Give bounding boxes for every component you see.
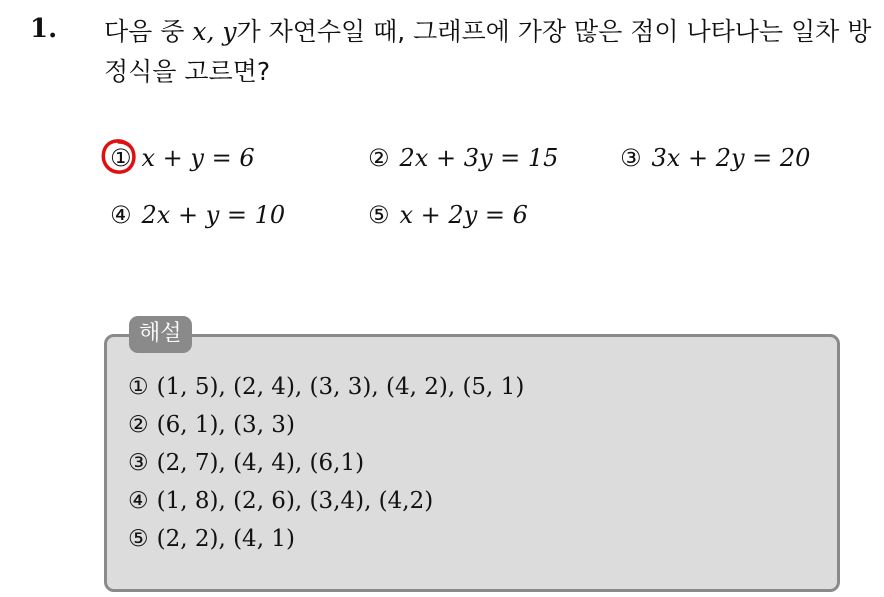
solution-points: (2, 2), (4, 1): [156, 526, 295, 552]
choice-3[interactable]: [620, 144, 810, 172]
solution-line-4: [128, 488, 433, 514]
choice-number: ⑤: [368, 201, 390, 229]
solution-line-2: [128, 412, 295, 438]
solution-number: ④: [128, 488, 149, 514]
choice-number: ④: [110, 201, 132, 229]
question-variables: x, y: [192, 17, 237, 46]
solution-points: (1, 5), (2, 4), (3, 3), (4, 2), (5, 1): [156, 374, 525, 400]
solution-line-5: [128, 526, 295, 552]
question-text: [104, 12, 874, 92]
choice-equation: x + 2y = 6: [399, 201, 528, 229]
choice-2[interactable]: [368, 144, 558, 172]
solution-number: ②: [128, 412, 149, 438]
solution-line-3: [128, 450, 364, 476]
choice-1[interactable]: [110, 144, 255, 172]
choice-equation: 3x + 2y = 20: [651, 144, 811, 172]
solution-number: ①: [128, 374, 149, 400]
question-suffix: 가 자연수일 때, 그래프에 가장 많은 점이 나타나는 일차 방정식을 고르면?: [104, 17, 872, 86]
choice-equation: 2x + 3y = 15: [399, 144, 559, 172]
question-prefix: 다음 중: [104, 17, 193, 46]
solution-number: ⑤: [128, 526, 149, 552]
question-number: 1.: [30, 14, 58, 44]
choice-number: ①: [110, 144, 132, 172]
solution-points: (6, 1), (3, 3): [156, 412, 295, 438]
choice-number: ③: [620, 144, 642, 172]
solution-points: (1, 8), (2, 6), (3,4), (4,2): [156, 488, 434, 514]
choice-equation: 2x + y = 10: [141, 201, 286, 229]
choice-number: ②: [368, 144, 390, 172]
choice-5[interactable]: [368, 201, 528, 229]
solution-line-1: [128, 374, 524, 400]
solution-points: (2, 7), (4, 4), (6,1): [156, 450, 365, 476]
choice-equation: x + y = 6: [141, 144, 255, 172]
choice-4[interactable]: [110, 201, 285, 229]
solution-number: ③: [128, 450, 149, 476]
solution-tag: 해설: [129, 316, 192, 353]
